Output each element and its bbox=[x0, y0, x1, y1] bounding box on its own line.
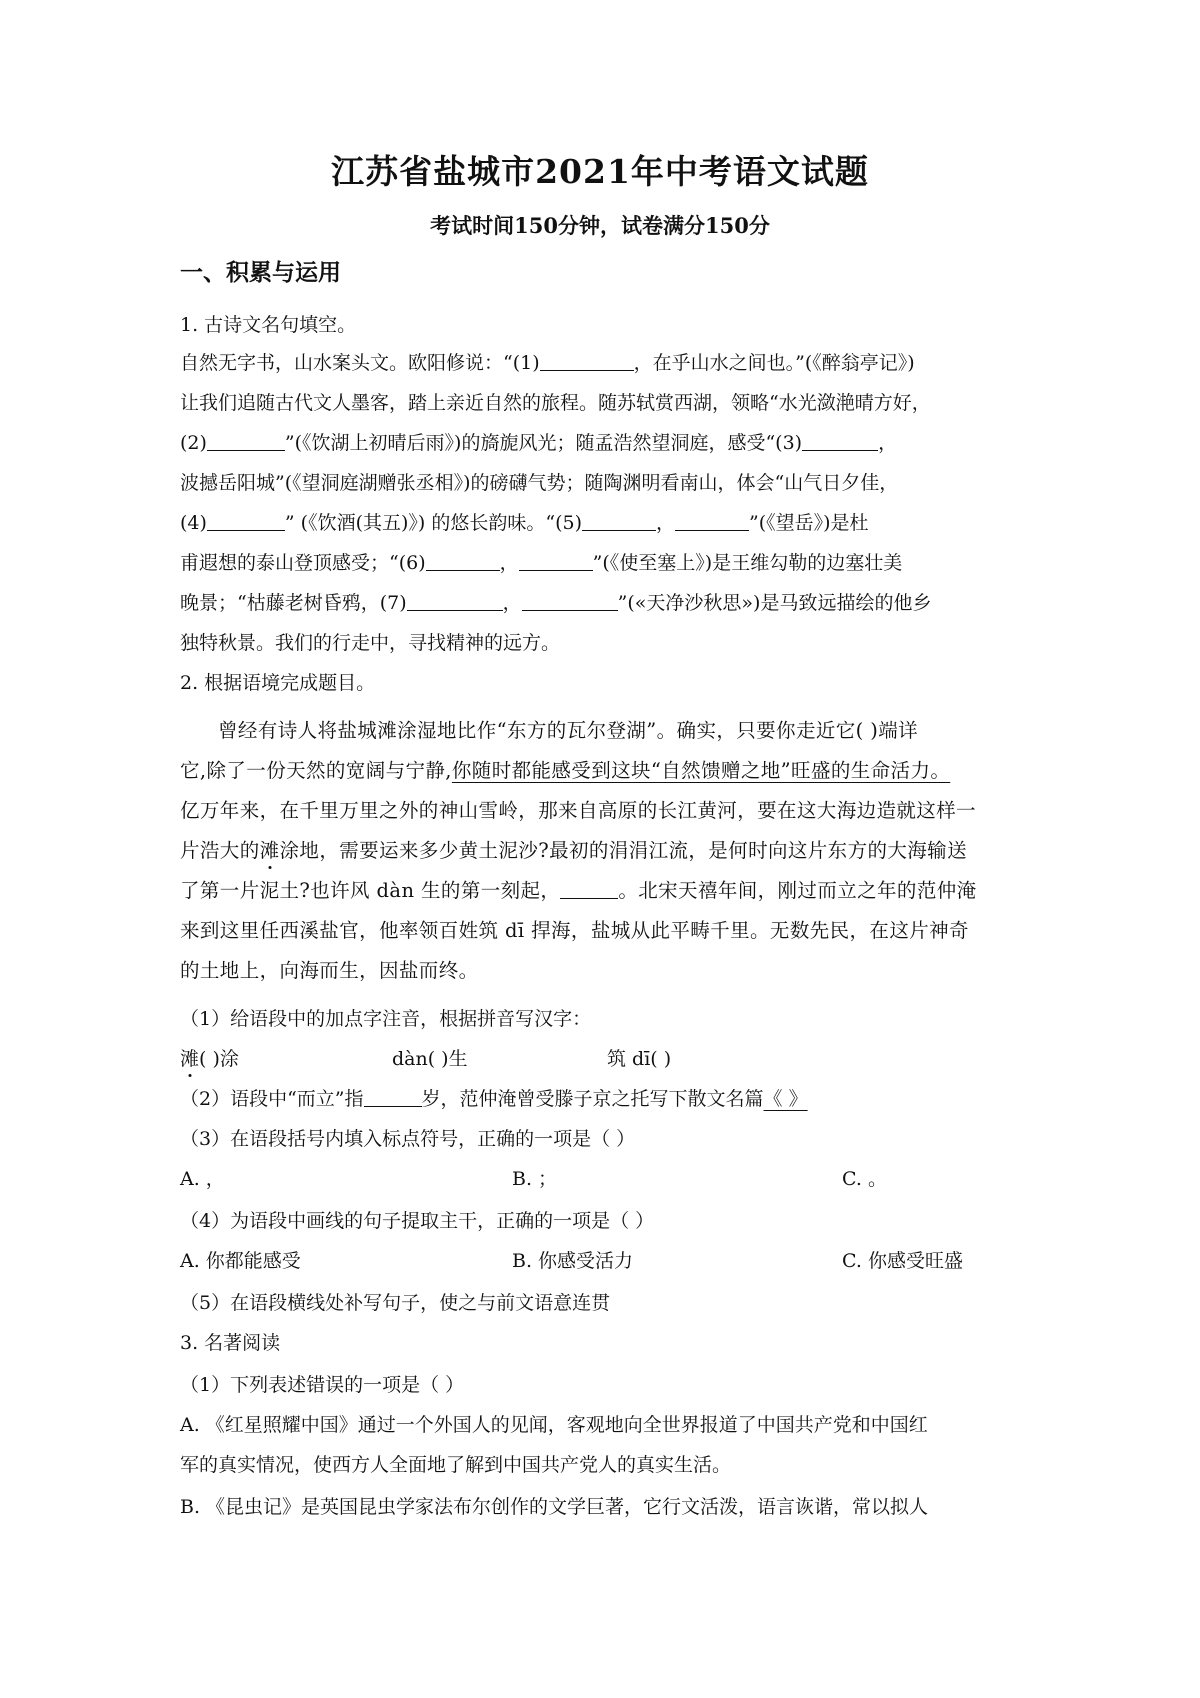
q2-sub-3-option-a[interactable]: A. ， bbox=[180, 1168, 225, 1190]
q3-option-a-line-2: 军的真实情况，使西方人全面地了解到中国共产党人的真实生活。 bbox=[180, 1454, 732, 1476]
question-1-heading: 1. 古诗文名句填空。 bbox=[180, 314, 357, 336]
q2-sub-3-option-c[interactable]: C. 。 bbox=[842, 1168, 887, 1190]
passage-line-7: 的土地上，向海而生，因盐而终。 bbox=[180, 959, 479, 982]
q2-sub-1: （1）给语段中的加点字注音，根据拼音写汉字： bbox=[180, 1008, 592, 1030]
answer-blank-7a[interactable] bbox=[407, 590, 503, 611]
q1-line-4: 波撼岳阳城”(《望洞庭湖赠张丞相》)的磅礴气势；随陶渊明看南山，体会“山气日夕佳， bbox=[180, 472, 899, 494]
q2-sub-1-item-c: 筑 dī( ) bbox=[607, 1048, 672, 1070]
passage-line-6: 来到这里任西溪盐官，他率领百姓筑 dī 捍海，盐城从此平畴千里。无数先民，在这片神奇 bbox=[180, 919, 969, 942]
answer-blank-1[interactable] bbox=[540, 350, 634, 371]
q1-line-8: 独特秋景。我们的行走中，寻找精神的远方。 bbox=[180, 632, 561, 654]
answer-blank-7b[interactable] bbox=[522, 590, 618, 611]
q3-option-b-line-1[interactable]: B. 《昆虫记》是英国昆虫学家法布尔创作的文学巨著，它行文活泼，语言诙谐，常以拟人 bbox=[180, 1496, 929, 1518]
q3-sub-1: （1）下列表述错误的一项是（ ） bbox=[180, 1374, 465, 1396]
q1-line-2: 让我们追随古代文人墨客，踏上亲近自然的旅程。随苏轼赏西湖，领略“水光潋滟晴方好， bbox=[180, 392, 931, 414]
q2-sub-4: （4）为语段中画线的句子提取主干，正确的一项是（ ） bbox=[180, 1210, 655, 1232]
answer-blank-6a[interactable] bbox=[426, 550, 500, 571]
passage-line-2: 它,除了一份天然的宽阔与宁静,你随时都能感受到这块“自然馈赠之地”旺盛的生命活力。 bbox=[180, 759, 951, 782]
answer-blank-5a[interactable] bbox=[582, 510, 656, 531]
underlined-sentence: 你随时都能感受到这块“自然馈赠之地”旺盛的生命活力。 bbox=[451, 759, 951, 782]
answer-blank-6b[interactable] bbox=[519, 550, 593, 571]
question-2-heading: 2. 根据语境完成题目。 bbox=[180, 672, 376, 694]
dotted-char: 滩 bbox=[259, 839, 280, 862]
passage-line-1: 曾经有诗人将盐城滩涂湿地比作“东方的瓦尔登湖”。确实，只要你走近它( )端详 bbox=[218, 719, 919, 742]
q1-line-7: 晚景；“枯藤老树昏鸦，(7) ， ”(«天净沙秋思»)是马致远描绘的他乡 bbox=[180, 592, 932, 614]
q2-sub-1-item-b: dàn( )生 bbox=[392, 1048, 468, 1070]
q1-line-6: 甫遐想的泰山登顶感受；“(6) ， ”(《使至塞上》)是王维勾勒的边塞壮美 bbox=[180, 552, 903, 574]
q1-line-5: (4) ” (《饮酒(其五)》) 的悠长韵味。“(5) ， ”(《望岳》)是杜 bbox=[180, 512, 869, 534]
answer-blank-3[interactable] bbox=[802, 430, 878, 451]
answer-blank-4[interactable] bbox=[207, 510, 285, 531]
q2-sub-1-item-a: 滩( )涂 bbox=[180, 1048, 239, 1070]
answer-blank-2[interactable] bbox=[207, 430, 285, 451]
q1-line-3: (2) ”(《饮湖上初晴后雨》)的旖旎风光；随孟浩然望洞庭，感受“(3) ， bbox=[180, 432, 898, 454]
q1-line-1: 自然无字书，山水案头文。欧阳修说：“(1) ，在乎山水之间也。”(《醉翁亭记》) bbox=[180, 352, 915, 374]
q2-sub-5: （5）在语段横线处补写句子，使之与前文语意连贯 bbox=[180, 1292, 611, 1314]
age-blank[interactable] bbox=[364, 1086, 422, 1107]
title-blank[interactable]: 《 》 bbox=[763, 1088, 808, 1110]
q2-sub-3: （3）在语段括号内填入标点符号，正确的一项是（ ） bbox=[180, 1128, 636, 1150]
answer-blank-5b[interactable] bbox=[675, 510, 749, 531]
q2-sub-2: （2）语段中“而立”指 岁，范仲淹曾受滕子京之托写下散文名篇《 》 bbox=[180, 1088, 808, 1110]
passage-line-3: 亿万年来，在千里万里之外的神山雪岭，那来自高原的长江黄河，要在这大海边造就这样一 bbox=[180, 799, 977, 822]
passage-blank[interactable] bbox=[560, 878, 618, 899]
q2-sub-3-option-b[interactable]: B. ； bbox=[512, 1168, 558, 1190]
q2-sub-4-option-c[interactable]: C. 你感受旺盛 bbox=[842, 1250, 963, 1272]
q3-option-a-line-1[interactable]: A. 《红星照耀中国》通过一个外国人的见闻，客观地向全世界报道了中国共产党和中国红 bbox=[180, 1414, 928, 1436]
q2-sub-4-option-a[interactable]: A. 你都能感受 bbox=[180, 1250, 301, 1272]
exam-subtitle: 考试时间150分钟，试卷满分150分 bbox=[430, 213, 770, 238]
section-heading: 一、积累与运用 bbox=[180, 259, 341, 286]
q2-sub-4-option-b[interactable]: B. 你感受活力 bbox=[512, 1250, 634, 1272]
page-title: 江苏省盐城市2021年中考语文试题 bbox=[331, 152, 869, 191]
passage-line-4: 片浩大的滩涂地，需要运来多少黄土泥沙?最初的涓涓江流，是何时向这片东方的大海输送 bbox=[180, 839, 967, 862]
question-3-heading: 3. 名著阅读 bbox=[180, 1332, 281, 1354]
passage-line-5: 了第一片泥土?也许风 dàn 生的第一刻起， 。北宋天禧年间，刚过而立之年的范仲淹 bbox=[180, 879, 977, 902]
